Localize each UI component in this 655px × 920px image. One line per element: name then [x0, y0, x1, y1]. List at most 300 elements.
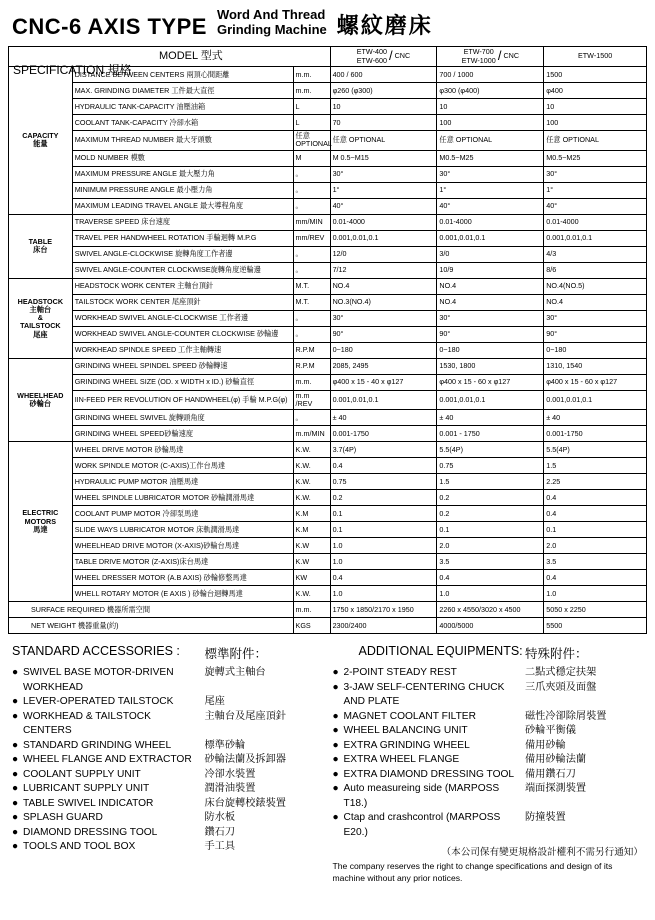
specification-label: SPECIFICATION 規格 [13, 62, 132, 77]
spec-value-2: 10/9 [437, 262, 544, 278]
bullet-icon: ● [332, 768, 339, 780]
group-label-3: HEADSTOCK 主軸台 & TAILSTOCK 尾座 [9, 278, 73, 358]
spec-item: WHEEL SPINDLE LUBRICATOR MOTOR 砂輪潤滑馬達 [72, 490, 293, 506]
table-row [9, 570, 647, 586]
additional-equipment-item [333, 724, 644, 738]
column-header-3: ETW-1500 [544, 46, 647, 66]
group-label-4: WHEELHEAD 砂輪台 [9, 358, 73, 442]
bullet-icon: ● [12, 826, 19, 838]
spec-value-2: 1° [437, 182, 544, 198]
spec-unit: mm/MIN [293, 214, 330, 230]
spec-value-1: 30° [330, 166, 437, 182]
accessory-label-cn: 旋轉式主軸台 [204, 667, 266, 679]
table-row [9, 458, 647, 474]
spec-value-2: ± 40 [437, 410, 544, 426]
spec-value-1: 0.1 [330, 522, 437, 538]
table-row [9, 198, 647, 214]
bullet-icon: ● [332, 725, 339, 737]
spec-value-1: 7/12 [330, 262, 437, 278]
page-subtitle-line1: Word And Thread [216, 7, 326, 22]
bullet-icon: ● [12, 783, 19, 795]
spec-item: TABLE DRIVE MOTOR (Z-AXIS)床台馬達 [72, 554, 293, 570]
standard-accessory-item [12, 739, 323, 753]
table-row [9, 150, 647, 166]
accessory-label-en: TABLE SWIVEL INDICATOR [23, 797, 154, 809]
spec-value-3: 0.01-4000 [544, 214, 647, 230]
spec-item: COOLANT PUMP MOTOR 冷卻泵馬達 [72, 506, 293, 522]
table-row [9, 490, 647, 506]
spec-unit: 。 [293, 166, 330, 182]
bullet-icon: ● [332, 710, 339, 722]
table-row [9, 586, 647, 602]
spec-unit: 。 [293, 198, 330, 214]
accessory-label-cn: 鑽石刀 [204, 826, 236, 838]
spec-value-1: 70 [330, 115, 437, 131]
spec-item: MAX. GRINDING DIAMETER 工件最大直徑 [72, 83, 293, 99]
group-label-5: ELECTRIC MOTORS 馬達 [9, 442, 73, 602]
additional-equipment-item [333, 753, 644, 767]
spec-value-2: 0.001,0.01,0.1 [437, 390, 544, 410]
spec-value-1: 1.0 [330, 554, 437, 570]
accessory-label-en: STANDARD GRINDING WHEEL [23, 739, 172, 751]
spec-unit: M.T. [293, 294, 330, 310]
spec-item: IIN-FEED PER REVOLUTION OF HANDWHEEL(φ) 手輪 M.P.G(φ) [72, 390, 293, 410]
table-row [9, 294, 647, 310]
spec-value-3: 2.25 [544, 474, 647, 490]
spec-value-2: 1.5 [437, 474, 544, 490]
spec-unit: M.T. [293, 278, 330, 294]
accessory-label-cn: 防水板 [204, 812, 236, 824]
page-header [8, 6, 647, 46]
spec-value-3: 0~180 [544, 342, 647, 358]
spec-value-3: ± 40 [544, 410, 647, 426]
table-row [9, 310, 647, 326]
accessory-label-cn: 防撞裝置 [525, 812, 566, 824]
accessory-label-en: Ctap and crashcontrol (MARPOSS E20.) [343, 812, 501, 838]
spec-value-3: 4/3 [544, 246, 647, 262]
table-row [9, 602, 647, 618]
accessory-label-en: WORKHEAD & TAILSTOCK CENTERS [23, 710, 151, 737]
spec-value-3: 30° [544, 166, 647, 182]
bullet-icon: ● [332, 754, 339, 766]
spec-value-3: 5.5(4P) [544, 442, 647, 458]
table-row [9, 442, 647, 458]
spec-value-1: φ260 (φ300) [330, 83, 437, 99]
bullet-icon: ● [332, 783, 339, 795]
spec-value-2: 3/0 [437, 246, 544, 262]
spec-value-3: φ400 x 15 - 60 x φ127 [544, 374, 647, 390]
spec-unit: 。 [293, 326, 330, 342]
spec-unit: m.m /REV [293, 390, 330, 410]
table-row [9, 618, 647, 634]
table-row [9, 83, 647, 99]
spec-value-1: 0.2 [330, 490, 437, 506]
spec-value-3: 2.0 [544, 538, 647, 554]
spec-value-1: 0.001,0.01,0.1 [330, 390, 437, 410]
standard-accessory-item [12, 666, 323, 695]
spec-value-2: 0.2 [437, 506, 544, 522]
spec-value-1: 3.7(4P) [330, 442, 437, 458]
spec-unit: 。 [293, 310, 330, 326]
accessory-label-en: TOOLS AND TOOL BOX [23, 841, 136, 853]
standard-accessory-item [12, 782, 323, 796]
spec-item: WORKHEAD SWIVEL ANGLE-CLOCKWISE 工作者邊 [72, 310, 293, 326]
spec-value-3: 5050 x 2250 [544, 602, 647, 618]
spec-item: WORKHEAD SWIVEL ANGLE-COUNTER CLOCKWISE 砂輪邊 [72, 326, 293, 342]
group-label-2: TABLE 床台 [9, 214, 73, 278]
spec-item: GRINDING WHEEL SPEED砂輪速度 [72, 426, 293, 442]
spec-value-2: 90° [437, 326, 544, 342]
table-row [9, 474, 647, 490]
spec-value-3: 1310, 1540 [544, 358, 647, 374]
accessory-label-cn: 三爪夾頭及面盤 [525, 681, 597, 693]
bullet-icon: ● [332, 667, 339, 679]
standard-accessories-title-cn: 標準附件： [204, 647, 268, 662]
accessory-label-en: SPLASH GUARD [23, 812, 103, 824]
spec-value-1: 1.0 [330, 538, 437, 554]
bullet-icon: ● [12, 768, 19, 780]
spec-unit: 。 [293, 410, 330, 426]
spec-value-3: 1° [544, 182, 647, 198]
standard-accessories-title-en: STANDARD ACCESSORIES : [12, 644, 180, 659]
accessories-section [8, 644, 647, 884]
spec-value-2: 1.0 [437, 586, 544, 602]
spec-value-3: 0.1 [544, 522, 647, 538]
accessory-label-en: 2-POINT STEADY REST [343, 667, 457, 679]
model-label: MODEL 型式 [159, 49, 223, 62]
spec-value-3: M0.5~M25 [544, 150, 647, 166]
spec-value-2: 2260 x 4550/3020 x 4500 [437, 602, 544, 618]
additional-equipment-item [333, 666, 644, 680]
spec-item: HYDRAULIC PUMP MOTOR 油壓馬達 [72, 474, 293, 490]
accessory-label-en: Auto measureing side (MARPOSS T18.) [343, 783, 500, 809]
spec-item: SWIVEL ANGLE-CLOCKWISE 旋轉角度工作者邊 [72, 246, 293, 262]
table-row [9, 426, 647, 442]
spec-unit: K.M [293, 522, 330, 538]
page-title: CNC-6 AXIS TYPE [12, 13, 207, 39]
spec-value-3: 任意 OPTIONAL [544, 131, 647, 151]
spec-value-1: 1.0 [330, 586, 437, 602]
standard-accessories-column [12, 644, 323, 884]
spec-unit: K.W. [293, 442, 330, 458]
spec-value-1: 400 / 600 [330, 67, 437, 83]
spec-value-2: 0.001 - 1750 [437, 426, 544, 442]
disclaimer-en [333, 861, 644, 884]
standard-accessory-item [12, 695, 323, 709]
spec-item: WORK SPINDLE MOTOR (C-AXIS)工作台馬達 [72, 458, 293, 474]
accessory-label-cn: 床台旋轉校錶裝置 [204, 797, 286, 809]
spec-value-2: φ400 x 15 - 60 x φ127 [437, 374, 544, 390]
spec-value-2: 5.5(4P) [437, 442, 544, 458]
accessory-label-en: EXTRA WHEEL FLANGE [343, 754, 460, 766]
spec-value-1: 0.001-1750 [330, 426, 437, 442]
accessory-label-cn: 尾座 [204, 696, 225, 708]
spec-value-3: 0.001-1750 [544, 426, 647, 442]
table-row [9, 131, 647, 151]
spec-value-3: NO.4(NO.5) [544, 278, 647, 294]
spec-item: MAXIMUM PRESSURE ANGLE 最大壓力角 [72, 166, 293, 182]
accessory-label-cn: 備用鑽石刀 [525, 768, 576, 780]
spec-value-1: 90° [330, 326, 437, 342]
spec-value-1: 12/0 [330, 246, 437, 262]
spec-value-3: 1500 [544, 67, 647, 83]
spec-unit: K.W [293, 538, 330, 554]
additional-equipment-item [333, 739, 644, 753]
spec-unit: KGS [293, 618, 330, 634]
table-row [9, 374, 647, 390]
table-row [9, 342, 647, 358]
additional-equipments-column [333, 644, 644, 884]
spec-value-2: NO.4 [437, 294, 544, 310]
spec-unit: mm/REV [293, 230, 330, 246]
standard-accessories-title [12, 644, 323, 662]
accessory-label-cn: 備用砂輪 [525, 739, 566, 751]
spec-value-2: 0~180 [437, 342, 544, 358]
spec-value-1: 2085, 2495 [330, 358, 437, 374]
disclaimer-en-line2: machine without any prior notices. [332, 872, 463, 883]
spec-item: MAXIMUM THREAD NUMBER 最大牙頭數 [72, 131, 293, 151]
spec-unit: M [293, 150, 330, 166]
spec-unit: K.W [293, 554, 330, 570]
spec-value-2: 0.2 [437, 490, 544, 506]
bullet-icon: ● [332, 739, 339, 751]
table-row [9, 182, 647, 198]
group-label-1: CAPACITY 能量 [9, 67, 73, 215]
spec-value-1: 1° [330, 182, 437, 198]
table-row [9, 278, 647, 294]
standard-accessory-item [12, 797, 323, 811]
bullet-icon: ● [12, 696, 19, 708]
spec-value-1: M 0.5~M15 [330, 150, 437, 166]
spec-value-2: 2.0 [437, 538, 544, 554]
spec-value-1: 40° [330, 198, 437, 214]
additional-equipments-title-cn: 特殊附件： [525, 647, 588, 662]
accessory-label-en: LEVER-OPERATED TAILSTOCK [23, 696, 174, 708]
page-subtitle [217, 8, 327, 40]
standard-accessory-item [12, 753, 323, 767]
accessory-label-cn: 標準砂輪 [204, 739, 246, 751]
spec-value-1: 0.4 [330, 570, 437, 586]
spec-value-3: 90° [544, 326, 647, 342]
spec-value-1: 30° [330, 310, 437, 326]
spec-value-2: 0.1 [437, 522, 544, 538]
spec-value-3: 1.5 [544, 458, 647, 474]
column-header-1: ETW-400 ETW-600 / CNC [330, 46, 437, 66]
spec-value-3: 10 [544, 99, 647, 115]
spec-item: WORKHEAD SPINDLE SPEED 工作主軸轉速 [72, 342, 293, 358]
spec-item: WHEEL DRIVE MOTOR 砂輪馬達 [72, 442, 293, 458]
spec-unit: L [293, 99, 330, 115]
spec-value-3: 3.5 [544, 554, 647, 570]
spec-value-2: 0.01-4000 [437, 214, 544, 230]
disclaimer-cn: （本公司保有變更規格設計權利不需另行通知） [441, 847, 643, 859]
spec-unit: 。 [293, 262, 330, 278]
table-row [9, 230, 647, 246]
spec-value-2: M0.5~M25 [437, 150, 544, 166]
additional-equipment-item [333, 710, 644, 724]
spec-value-1: 任意 OPTIONAL [330, 131, 437, 151]
table-row [9, 410, 647, 426]
spec-value-1: 0~180 [330, 342, 437, 358]
spec-unit: m.m. [293, 83, 330, 99]
page-title-cn: 螺紋磨床 [336, 12, 433, 38]
additional-equipment-item [333, 811, 644, 840]
spec-item: WHEELHEAD DRIVE MOTOR (X-AXIS)砂輪台馬達 [72, 538, 293, 554]
bullet-icon: ● [332, 812, 339, 824]
spec-value-1: NO.4 [330, 278, 437, 294]
spec-unit: K.W. [293, 474, 330, 490]
spec-value-3: 100 [544, 115, 647, 131]
spec-value-1: 0.001,0.01,0.1 [330, 230, 437, 246]
table-row [9, 358, 647, 374]
spec-item: TAILSTOCK WORK CENTER 尾座頂針 [72, 294, 293, 310]
spec-item: SWIVEL ANGLE-COUNTER CLOCKWISE旋轉角度逆輪邊 [72, 262, 293, 278]
spec-unit: K.W. [293, 458, 330, 474]
table-row [9, 554, 647, 570]
table-row [9, 506, 647, 522]
accessory-label-en: WHEEL BALANCING UNIT [343, 725, 468, 737]
spec-value-1: 0.01-4000 [330, 214, 437, 230]
spec-value-2: φ300 (φ400) [437, 83, 544, 99]
accessory-label-cn: 端面探測裝置 [525, 783, 587, 795]
spec-item: MAXIMUM LEADING TRAVEL ANGLE 最大導程角度 [72, 198, 293, 214]
spec-unit: m.m. [293, 602, 330, 618]
spec-value-1: ± 40 [330, 410, 437, 426]
standard-accessory-item [12, 710, 323, 739]
spec-value-2: 100 [437, 115, 544, 131]
accessory-label-cn: 磁性冷卻除屑裝置 [525, 710, 607, 722]
spec-unit: L [293, 115, 330, 131]
table-row [9, 522, 647, 538]
accessory-label-cn: 手工具 [204, 841, 236, 853]
spec-item: GRINDING WHEEL SWIVEL 旋轉頭角度 [72, 410, 293, 426]
spec-item: GRINDING WHEEL SPINDEL SPEED 砂輪轉速 [72, 358, 293, 374]
standard-accessory-item [12, 826, 323, 840]
spec-item: WHEEL DRESSER MOTOR (A.B AXIS) 砂輪修整馬達 [72, 570, 293, 586]
table-row [9, 262, 647, 278]
spec-item: HEADSTOCK WORK CENTER 主軸台頂針 [72, 278, 293, 294]
spec-value-3: 5500 [544, 618, 647, 634]
accessory-label-cn: 主軸台及尾座頂針 [204, 710, 286, 722]
accessory-label-en: MAGNET COOLANT FILTER [343, 710, 476, 722]
spec-value-2: 30° [437, 166, 544, 182]
spec-value-3: 0.4 [544, 506, 647, 522]
accessory-label-en: COOLANT SUPPLY UNIT [23, 768, 141, 780]
spec-unit: m.m. [293, 67, 330, 83]
spec-unit: K.W. [293, 490, 330, 506]
additional-equipments-title [333, 644, 644, 662]
accessory-label-en: DIAMOND DRESSING TOOL [23, 826, 158, 838]
standard-accessory-item [12, 811, 323, 825]
additional-equipment-item [333, 681, 644, 710]
accessory-label-cn: 砂輪平衡儀 [525, 725, 576, 737]
accessory-label-en: WHEEL FLANGE AND EXTRACTOR [23, 754, 192, 766]
spec-value-2: 4000/5000 [437, 618, 544, 634]
spec-value-3: 8/6 [544, 262, 647, 278]
spec-value-3: 0.4 [544, 490, 647, 506]
bullet-icon: ● [12, 754, 19, 766]
bullet-icon: ● [332, 681, 339, 693]
spec-unit: K.W. [293, 586, 330, 602]
accessory-label-cn: 冷卻水裝置 [204, 768, 256, 780]
spec-value-1: 1750 x 1850/2170 x 1950 [330, 602, 437, 618]
spec-value-3: φ400 [544, 83, 647, 99]
spec-value-3: 1.0 [544, 586, 647, 602]
spec-value-3: 0.4 [544, 570, 647, 586]
spec-value-3: 0.001,0.01,0.1 [544, 230, 647, 246]
spec-item: HYDRAULIC TANK-CAPACITY 油壓油箱 [72, 99, 293, 115]
spec-unit: m.m. [293, 374, 330, 390]
spec-value-1: 0.4 [330, 458, 437, 474]
spec-value-1: 2300/2400 [330, 618, 437, 634]
standard-accessory-item [12, 840, 323, 854]
accessory-label-en: EXTRA DIAMOND DRESSING TOOL [343, 768, 515, 780]
spec-unit: 。 [293, 182, 330, 198]
spec-unit: K.M [293, 506, 330, 522]
spec-item: GRINDING WHEEL SIZE (OD. x WIDTH x ID.) 砂輪直徑 [72, 374, 293, 390]
spec-value-2: 任意 OPTIONAL [437, 131, 544, 151]
spec-value-1: φ400 x 15 - 40 x φ127 [330, 374, 437, 390]
spec-value-2: NO.4 [437, 278, 544, 294]
table-row [9, 166, 647, 182]
column-header-2: ETW-700 ETW-1000 / CNC [437, 46, 544, 66]
bullet-icon: ● [12, 667, 19, 679]
spec-value-3: 0.001,0.01,0.1 [544, 390, 647, 410]
bullet-icon: ● [12, 812, 19, 824]
accessory-label-cn: 二點式穩定扶架 [525, 667, 597, 679]
spec-value-2: 40° [437, 198, 544, 214]
spec-item: COOLANT TANK-CAPACITY 冷卻水箱 [72, 115, 293, 131]
table-row [9, 214, 647, 230]
spec-value-2: 0.75 [437, 458, 544, 474]
accessory-label-cn: 潤滑油裝置 [204, 783, 256, 795]
spec-item: SURFACE REQUIRED 機器所需空間 [9, 602, 294, 618]
table-row [9, 99, 647, 115]
spec-item: MINIMUM PRESSURE ANGLE 最小壓力角 [72, 182, 293, 198]
spec-item: NET WEIGHT 機器重量(約) [9, 618, 294, 634]
spec-value-2: 1530, 1800 [437, 358, 544, 374]
bullet-icon: ● [12, 710, 19, 722]
accessory-label-en: LUBRICANT SUPPLY UNIT [23, 783, 150, 795]
standard-accessory-item [12, 768, 323, 782]
spec-value-2: 0.4 [437, 570, 544, 586]
spec-value-2: 700 / 1000 [437, 67, 544, 83]
spec-unit: 。 [293, 246, 330, 262]
spec-value-3: 40° [544, 198, 647, 214]
accessory-label-cn: 備用砂輪法蘭 [525, 754, 587, 766]
bullet-icon: ● [12, 841, 19, 853]
spec-value-3: NO.4 [544, 294, 647, 310]
additional-equipments-title-en: ADDITIONAL EQUIPMENTS: [358, 644, 523, 659]
spec-unit: m.m/MIN [293, 426, 330, 442]
spec-unit: R.P.M [293, 358, 330, 374]
specification-table [8, 46, 647, 634]
spec-item: DISTANCE BETWEEN CENTERS 兩頂心間距離 [72, 67, 293, 83]
table-row [9, 538, 647, 554]
accessory-label-cn: 砂輪法蘭及拆卸器 [204, 754, 286, 766]
spec-value-3: 30° [544, 310, 647, 326]
table-row [9, 115, 647, 131]
accessory-label-en: 3-JAW SELF-CENTERING CHUCK AND PLATE [343, 681, 505, 708]
spec-value-2: 3.5 [437, 554, 544, 570]
accessory-label-en: SWIVEL BASE MOTOR-DRIVEN WORKHEAD [23, 667, 174, 693]
additional-equipment-item [333, 768, 644, 782]
spec-item: MOLD NUMBER 模數 [72, 150, 293, 166]
spec-item: TRAVEL PER HANDWHEEL ROTATION 手輪迴轉 M.P.G [72, 230, 293, 246]
spec-unit: 任意OPTIONAL [293, 131, 330, 151]
spec-value-2: 0.001,0.01,0.1 [437, 230, 544, 246]
spec-value-1: 0.1 [330, 506, 437, 522]
